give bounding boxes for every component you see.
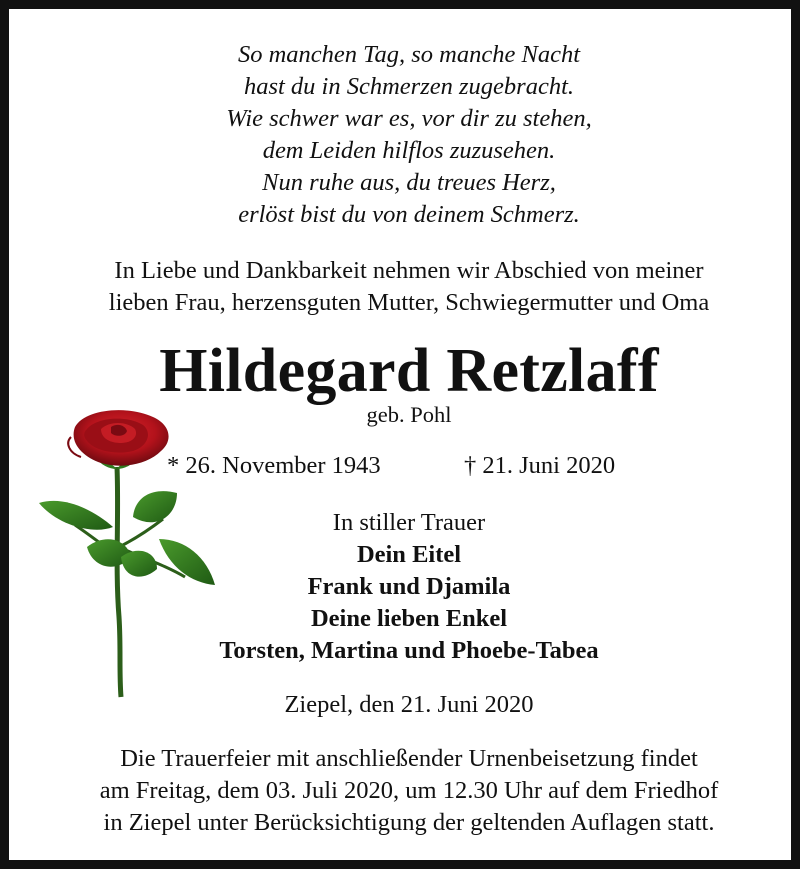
death-date: † 21. Juni 2020 <box>464 452 616 479</box>
poem-line: dem Leiden hilflos zuzusehen. <box>262 137 556 164</box>
intro-line: In Liebe und Dankbarkeit nehmen wir Abschied von meiner <box>114 257 704 284</box>
funeral-notice-line: in Ziepel unter Berücksichtigung der geltenden Auflagen statt. <box>103 809 715 836</box>
poem-line: Nun ruhe aus, du treues Herz, <box>262 169 556 196</box>
mourner-name: Frank und Djamila <box>307 573 511 600</box>
poem-line: So manchen Tag, so manche Nacht <box>237 41 581 68</box>
place-date: Ziepel, den 21. Juni 2020 <box>284 691 534 718</box>
mourner-name: Deine lieben Enkel <box>310 605 507 632</box>
poem-line: Wie schwer war es, vor dir zu stehen, <box>226 105 592 132</box>
rose-icon <box>35 407 221 699</box>
birth-date: * 26. November 1943 <box>167 452 381 479</box>
deceased-name: Hildegard Retzlaff <box>159 337 659 405</box>
maiden-name: geb. Pohl <box>366 402 452 427</box>
funeral-notice-line: Die Trauerfeier mit anschließender Urnenbeisetzung findet <box>120 745 698 772</box>
funeral-notice-line: am Freitag, dem 03. Juli 2020, um 12.30 Uhr auf dem Friedhof <box>99 777 719 804</box>
intro-line: lieben Frau, herzensguten Mutter, Schwiegermutter und Oma <box>108 289 710 316</box>
poem-line: erlöst bist du von deinem Schmerz. <box>238 201 580 228</box>
poem-line: hast du in Schmerzen zugebracht. <box>243 73 575 100</box>
mourners-heading: In stiller Trauer <box>332 509 486 536</box>
mourner-name: Dein Eitel <box>356 541 462 568</box>
mourner-name: Torsten, Martina und Phoebe-Tabea <box>219 637 599 664</box>
